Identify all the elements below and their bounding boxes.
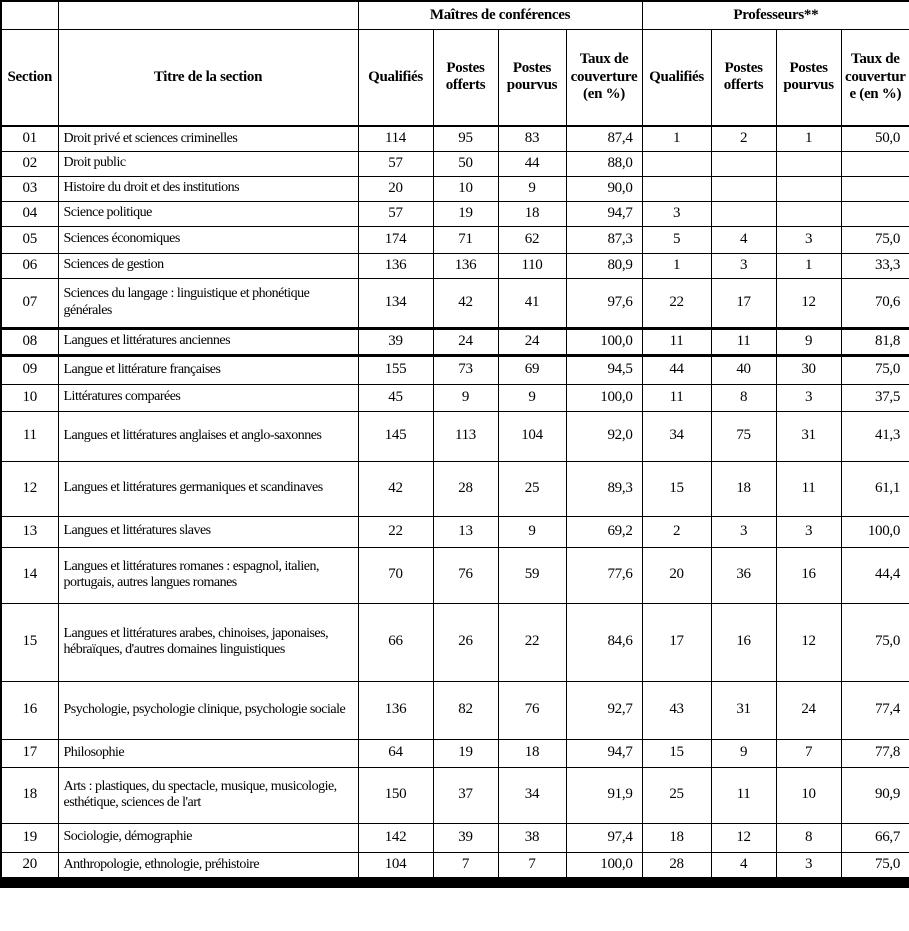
prof-postes-offerts-cell: 12 (711, 823, 776, 852)
table-row (1, 681, 909, 739)
title-cell: Sciences de gestion (58, 253, 358, 278)
mcf-taux-couverture-cell: 97,6 (566, 278, 642, 328)
mcf-taux-couverture-cell: 92,0 (566, 411, 642, 461)
section-cell: 02 (1, 151, 58, 176)
section-cell: 08 (1, 328, 58, 355)
prof-postes-offerts-cell: 75 (711, 411, 776, 461)
title-cell: Langues et littératures germaniques et scandinaves (58, 461, 358, 516)
mcf-qualifies-cell: 145 (358, 411, 433, 461)
mcf-taux-couverture-header: Taux de couverture (en %) (566, 29, 642, 126)
mcf-postes-offerts-cell: 50 (433, 151, 498, 176)
mcf-postes-offerts-cell: 9 (433, 384, 498, 411)
mcf-taux-couverture-cell: 88,0 (566, 151, 642, 176)
title-cell: Langues et littératures anciennes (58, 328, 358, 355)
prof-postes-offerts-cell: 9 (711, 739, 776, 767)
prof-postes-offerts-cell: 16 (711, 603, 776, 681)
mcf-qualifies-cell: 150 (358, 767, 433, 823)
title-cell: Anthropologie, ethnologie, préhistoire (58, 852, 358, 878)
prof-postes-pourvus-header: Postes pourvus (776, 29, 841, 126)
mcf-postes-offerts-cell: 24 (433, 328, 498, 355)
title-cell: Histoire du droit et des institutions (58, 176, 358, 201)
prof-taux-couverture-cell: 75,0 (841, 355, 909, 384)
mcf-taux-couverture-cell: 69,2 (566, 516, 642, 547)
mcf-postes-offerts-cell: 82 (433, 681, 498, 739)
mcf-postes-pourvus-cell: 9 (498, 384, 566, 411)
mcf-postes-pourvus-cell: 38 (498, 823, 566, 852)
mcf-postes-pourvus-cell: 41 (498, 278, 566, 328)
prof-taux-couverture-header: Taux de couverture (en %) (841, 29, 909, 126)
section-cell: 11 (1, 411, 58, 461)
prof-postes-pourvus-cell: 31 (776, 411, 841, 461)
prof-qualifies-cell: 20 (642, 547, 711, 603)
prof-postes-pourvus-cell: 8 (776, 823, 841, 852)
prof-qualifies-cell: 2 (642, 516, 711, 547)
table-row (1, 384, 909, 411)
section-cell: 20 (1, 852, 58, 878)
section-cell: 04 (1, 201, 58, 226)
prof-taux-couverture-cell (841, 176, 909, 201)
section-cell: 01 (1, 126, 58, 151)
mcf-qualifies-cell: 174 (358, 226, 433, 253)
prof-postes-pourvus-cell: 24 (776, 681, 841, 739)
section-cell: 15 (1, 603, 58, 681)
mcf-postes-offerts-cell: 19 (433, 201, 498, 226)
table-body (1, 126, 909, 878)
mcf-postes-pourvus-cell: 44 (498, 151, 566, 176)
prof-postes-pourvus-cell: 1 (776, 126, 841, 151)
prof-qualifies-cell: 11 (642, 328, 711, 355)
title-cell: Droit public (58, 151, 358, 176)
table-row (1, 126, 909, 151)
mcf-postes-pourvus-cell: 69 (498, 355, 566, 384)
table-row (1, 253, 909, 278)
mcf-qualifies-cell: 57 (358, 201, 433, 226)
prof-postes-pourvus-cell: 30 (776, 355, 841, 384)
mcf-postes-offerts-cell: 136 (433, 253, 498, 278)
table-row (1, 201, 909, 226)
prof-taux-couverture-cell: 100,0 (841, 516, 909, 547)
prof-taux-couverture-cell (841, 151, 909, 176)
prof-qualifies-cell: 1 (642, 126, 711, 151)
prof-postes-offerts-cell: 36 (711, 547, 776, 603)
prof-postes-pourvus-cell (776, 151, 841, 176)
mcf-taux-couverture-cell: 89,3 (566, 461, 642, 516)
mcf-postes-offerts-cell: 39 (433, 823, 498, 852)
section-cell: 19 (1, 823, 58, 852)
mcf-postes-offerts-cell: 37 (433, 767, 498, 823)
title-blank-cell (58, 1, 358, 29)
table-row (1, 852, 909, 878)
title-cell: Science politique (58, 201, 358, 226)
mcf-postes-offerts-header: Postes offerts (433, 29, 498, 126)
prof-postes-offerts-cell: 40 (711, 355, 776, 384)
mcf-taux-couverture-cell: 91,9 (566, 767, 642, 823)
mcf-taux-couverture-cell: 97,4 (566, 823, 642, 852)
mcf-postes-offerts-cell: 71 (433, 226, 498, 253)
section-cell: 17 (1, 739, 58, 767)
prof-postes-pourvus-cell: 16 (776, 547, 841, 603)
section-column-header: Section (1, 29, 58, 126)
title-cell: Sociologie, démographie (58, 823, 358, 852)
section-cell: 12 (1, 461, 58, 516)
prof-qualifies-cell: 11 (642, 384, 711, 411)
mcf-postes-offerts-cell: 42 (433, 278, 498, 328)
mcf-taux-couverture-cell: 100,0 (566, 328, 642, 355)
title-cell: Langues et littératures romanes : espagnol, italien, portugais, autres langues romanes (58, 547, 358, 603)
mcf-taux-couverture-cell: 100,0 (566, 384, 642, 411)
mcf-qualifies-cell: 136 (358, 253, 433, 278)
mcf-qualifies-cell: 70 (358, 547, 433, 603)
table-row (1, 278, 909, 328)
prof-taux-couverture-cell: 77,4 (841, 681, 909, 739)
prof-postes-offerts-cell (711, 201, 776, 226)
title-cell: Arts : plastiques, du spectacle, musique, musicologie, esthétique, sciences de l'art (58, 767, 358, 823)
mcf-postes-pourvus-cell: 9 (498, 516, 566, 547)
prof-postes-offerts-cell: 2 (711, 126, 776, 151)
mcf-qualifies-cell: 134 (358, 278, 433, 328)
prof-taux-couverture-cell: 90,9 (841, 767, 909, 823)
prof-qualifies-cell: 1 (642, 253, 711, 278)
mcf-qualifies-cell: 142 (358, 823, 433, 852)
table-row (1, 328, 909, 355)
prof-postes-pourvus-cell: 12 (776, 603, 841, 681)
prof-postes-offerts-cell: 11 (711, 767, 776, 823)
title-cell: Littératures comparées (58, 384, 358, 411)
section-cell: 09 (1, 355, 58, 384)
prof-taux-couverture-cell: 75,0 (841, 226, 909, 253)
table-row (1, 151, 909, 176)
bottom-rule (0, 879, 909, 888)
table-row (1, 547, 909, 603)
mcf-qualifies-cell: 22 (358, 516, 433, 547)
table-row (1, 603, 909, 681)
title-column-header: Titre de la section (58, 29, 358, 126)
mcf-qualifies-cell: 64 (358, 739, 433, 767)
prof-qualifies-cell: 22 (642, 278, 711, 328)
mcf-postes-pourvus-cell: 83 (498, 126, 566, 151)
mcf-taux-couverture-cell: 100,0 (566, 852, 642, 878)
section-cell: 13 (1, 516, 58, 547)
prof-qualifies-cell: 43 (642, 681, 711, 739)
corner-blank-cell (1, 1, 58, 29)
group-header-row (1, 1, 909, 29)
mcf-postes-pourvus-header: Postes pourvus (498, 29, 566, 126)
table-row (1, 176, 909, 201)
mcf-postes-pourvus-cell: 76 (498, 681, 566, 739)
prof-postes-offerts-cell: 4 (711, 226, 776, 253)
prof-taux-couverture-cell: 33,3 (841, 253, 909, 278)
mcf-qualifies-header: Qualifiés (358, 29, 433, 126)
section-cell: 07 (1, 278, 58, 328)
mcf-taux-couverture-cell: 87,3 (566, 226, 642, 253)
mcf-postes-offerts-cell: 26 (433, 603, 498, 681)
section-cell: 10 (1, 384, 58, 411)
prof-taux-couverture-cell: 75,0 (841, 603, 909, 681)
title-cell: Sciences du langage : linguistique et phonétique générales (58, 278, 358, 328)
table-row (1, 461, 909, 516)
mcf-postes-pourvus-cell: 7 (498, 852, 566, 878)
prof-postes-pourvus-cell: 1 (776, 253, 841, 278)
prof-postes-offerts-cell: 18 (711, 461, 776, 516)
prof-postes-pourvus-cell: 3 (776, 516, 841, 547)
group-header-maitres-de-conferences: Maîtres de conférences (358, 1, 642, 29)
prof-qualifies-cell: 3 (642, 201, 711, 226)
prof-postes-pourvus-cell: 3 (776, 384, 841, 411)
prof-postes-offerts-cell: 11 (711, 328, 776, 355)
mcf-postes-pourvus-cell: 24 (498, 328, 566, 355)
prof-qualifies-cell (642, 151, 711, 176)
mcf-postes-offerts-cell: 13 (433, 516, 498, 547)
section-cell: 03 (1, 176, 58, 201)
title-cell: Langues et littératures arabes, chinoises, japonaises, hébraïques, d'autres domaines linguistiques (58, 603, 358, 681)
mcf-taux-couverture-cell: 90,0 (566, 176, 642, 201)
mcf-postes-offerts-cell: 28 (433, 461, 498, 516)
mcf-postes-pourvus-cell: 25 (498, 461, 566, 516)
section-cell: 14 (1, 547, 58, 603)
section-cell: 05 (1, 226, 58, 253)
mcf-taux-couverture-cell: 94,7 (566, 739, 642, 767)
title-cell: Langue et littérature françaises (58, 355, 358, 384)
table-row (1, 516, 909, 547)
table-row (1, 767, 909, 823)
mcf-taux-couverture-cell: 77,6 (566, 547, 642, 603)
prof-taux-couverture-cell (841, 201, 909, 226)
prof-postes-offerts-cell (711, 151, 776, 176)
prof-taux-couverture-cell: 37,5 (841, 384, 909, 411)
prof-taux-couverture-cell: 66,7 (841, 823, 909, 852)
prof-qualifies-cell: 25 (642, 767, 711, 823)
prof-taux-couverture-cell: 81,8 (841, 328, 909, 355)
prof-qualifies-cell: 15 (642, 739, 711, 767)
mcf-postes-offerts-cell: 113 (433, 411, 498, 461)
mcf-qualifies-cell: 104 (358, 852, 433, 878)
prof-postes-offerts-cell: 8 (711, 384, 776, 411)
prof-postes-pourvus-cell (776, 201, 841, 226)
prof-qualifies-cell: 18 (642, 823, 711, 852)
prof-qualifies-cell: 17 (642, 603, 711, 681)
mcf-qualifies-cell: 155 (358, 355, 433, 384)
prof-taux-couverture-cell: 77,8 (841, 739, 909, 767)
mcf-taux-couverture-cell: 87,4 (566, 126, 642, 151)
prof-postes-offerts-cell (711, 176, 776, 201)
mcf-qualifies-cell: 42 (358, 461, 433, 516)
group-header-professeurs: Professeurs** (642, 1, 909, 29)
mcf-qualifies-cell: 20 (358, 176, 433, 201)
table-row (1, 226, 909, 253)
mcf-postes-pourvus-cell: 59 (498, 547, 566, 603)
prof-postes-offerts-header: Postes offerts (711, 29, 776, 126)
prof-postes-pourvus-cell: 9 (776, 328, 841, 355)
prof-postes-offerts-cell: 17 (711, 278, 776, 328)
prof-taux-couverture-cell: 70,6 (841, 278, 909, 328)
prof-postes-offerts-cell: 3 (711, 253, 776, 278)
prof-taux-couverture-cell: 61,1 (841, 461, 909, 516)
title-cell: Sciences économiques (58, 226, 358, 253)
prof-qualifies-cell: 44 (642, 355, 711, 384)
mcf-postes-offerts-cell: 95 (433, 126, 498, 151)
column-header-row (1, 29, 909, 126)
prof-qualifies-cell (642, 176, 711, 201)
section-cell: 06 (1, 253, 58, 278)
mcf-postes-pourvus-cell: 34 (498, 767, 566, 823)
mcf-qualifies-cell: 114 (358, 126, 433, 151)
section-cell: 16 (1, 681, 58, 739)
mcf-postes-offerts-cell: 73 (433, 355, 498, 384)
mcf-qualifies-cell: 45 (358, 384, 433, 411)
mcf-taux-couverture-cell: 94,5 (566, 355, 642, 384)
prof-taux-couverture-cell: 75,0 (841, 852, 909, 878)
table-row (1, 823, 909, 852)
prof-qualifies-header: Qualifiés (642, 29, 711, 126)
mcf-postes-offerts-cell: 76 (433, 547, 498, 603)
prof-postes-offerts-cell: 4 (711, 852, 776, 878)
prof-postes-pourvus-cell: 10 (776, 767, 841, 823)
mcf-postes-pourvus-cell: 18 (498, 201, 566, 226)
mcf-postes-pourvus-cell: 22 (498, 603, 566, 681)
mcf-taux-couverture-cell: 80,9 (566, 253, 642, 278)
table-row (1, 739, 909, 767)
table-row (1, 355, 909, 384)
mcf-qualifies-cell: 57 (358, 151, 433, 176)
section-cell: 18 (1, 767, 58, 823)
mcf-postes-pourvus-cell: 9 (498, 176, 566, 201)
title-cell: Langues et littératures slaves (58, 516, 358, 547)
prof-postes-offerts-cell: 3 (711, 516, 776, 547)
title-cell: Psychologie, psychologie clinique, psychologie sociale (58, 681, 358, 739)
prof-postes-pourvus-cell: 12 (776, 278, 841, 328)
mcf-taux-couverture-cell: 92,7 (566, 681, 642, 739)
mcf-taux-couverture-cell: 94,7 (566, 201, 642, 226)
prof-postes-pourvus-cell (776, 176, 841, 201)
prof-taux-couverture-cell: 44,4 (841, 547, 909, 603)
prof-postes-offerts-cell: 31 (711, 681, 776, 739)
table-row (1, 411, 909, 461)
table-header (1, 1, 909, 126)
title-cell: Langues et littératures anglaises et anglo-saxonnes (58, 411, 358, 461)
mcf-postes-pourvus-cell: 62 (498, 226, 566, 253)
mcf-qualifies-cell: 39 (358, 328, 433, 355)
mcf-taux-couverture-cell: 84,6 (566, 603, 642, 681)
mcf-postes-pourvus-cell: 104 (498, 411, 566, 461)
prof-qualifies-cell: 5 (642, 226, 711, 253)
prof-taux-couverture-cell: 50,0 (841, 126, 909, 151)
prof-qualifies-cell: 15 (642, 461, 711, 516)
title-cell: Philosophie (58, 739, 358, 767)
prof-postes-pourvus-cell: 7 (776, 739, 841, 767)
mcf-postes-offerts-cell: 19 (433, 739, 498, 767)
prof-qualifies-cell: 34 (642, 411, 711, 461)
prof-postes-pourvus-cell: 3 (776, 226, 841, 253)
prof-qualifies-cell: 28 (642, 852, 711, 878)
mcf-postes-offerts-cell: 10 (433, 176, 498, 201)
mcf-postes-pourvus-cell: 110 (498, 253, 566, 278)
mcf-postes-offerts-cell: 7 (433, 852, 498, 878)
mcf-qualifies-cell: 136 (358, 681, 433, 739)
title-cell: Droit privé et sciences criminelles (58, 126, 358, 151)
mcf-qualifies-cell: 66 (358, 603, 433, 681)
prof-taux-couverture-cell: 41,3 (841, 411, 909, 461)
mcf-postes-pourvus-cell: 18 (498, 739, 566, 767)
prof-postes-pourvus-cell: 11 (776, 461, 841, 516)
prof-postes-pourvus-cell: 3 (776, 852, 841, 878)
